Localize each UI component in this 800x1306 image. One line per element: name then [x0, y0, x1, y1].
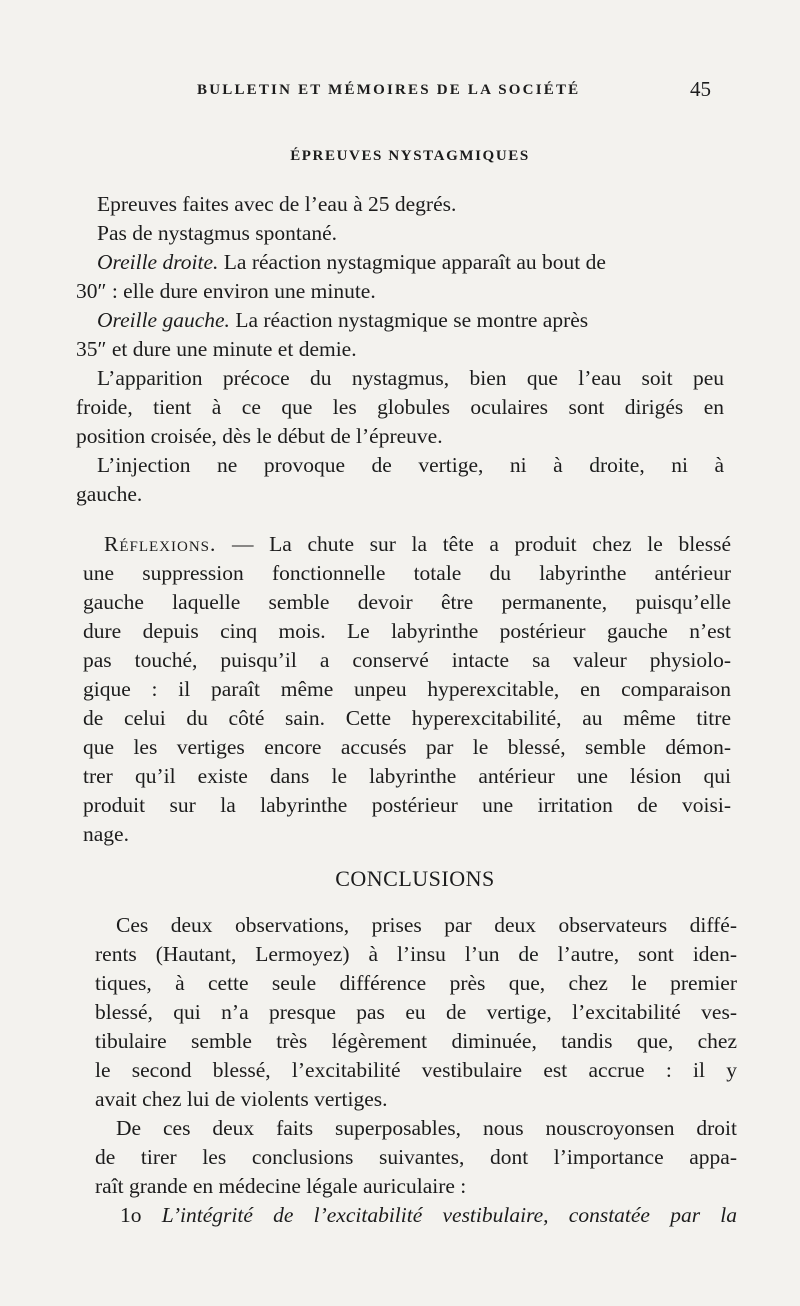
- text-line: dure depuis cinq mois. Le labyrinthe postérieur gauche n’est: [83, 619, 731, 643]
- text-line: blessé, qui n’a presque pas eu de vertige, l’excitabilité ves-: [95, 1000, 737, 1024]
- text-line: froide, tient à ce que les globules oculaires sont dirigés en: [76, 395, 724, 419]
- text-line: Epreuves faites avec de l’eau à 25 degrés.: [97, 192, 457, 216]
- section-heading: ÉPREUVES NYSTAGMIQUES: [290, 148, 530, 164]
- conclusions-heading: CONCLUSIONS: [335, 866, 495, 891]
- text-line: produit sur la labyrinthe postérieur une irritation de voisi-: [83, 793, 731, 817]
- text-line: De ces deux faits superposables, nous nouscroyonsen droit: [116, 1116, 737, 1140]
- page-header: [0, 77, 800, 106]
- text-line: [97, 248, 606, 276]
- text-line: trer qu’il existe dans le labyrinthe antérieur une lésion qui: [83, 764, 731, 788]
- text-line: position croisée, dès le début de l’épreuve.: [76, 424, 443, 448]
- text-line: pas touché, puisqu’il a conservé intacte sa valeur physiolo-: [83, 648, 731, 672]
- text-line: [97, 306, 588, 334]
- reflexions-label: Réflexions.: [104, 532, 217, 556]
- text-line: 30″ : elle dure environ une minute.: [76, 279, 376, 303]
- text-line: de celui du côté sain. Cette hyperexcitabilité, au même titre: [83, 706, 731, 730]
- text-line: nage.: [83, 822, 129, 846]
- text-fragment: La réaction nystagmique se montre après: [229, 308, 589, 332]
- text-line: le second blessé, l’excitabilité vestibulaire est accrue : il y: [95, 1058, 737, 1082]
- text-line: gique : il paraît même unpeu hyperexcitable, en comparaison: [83, 677, 731, 701]
- text-fragment: — La chute sur la tête a produit chez le blessé: [216, 532, 731, 556]
- text-line: une suppression fonctionnelle totale du labyrinthe antérieur: [83, 561, 731, 585]
- ear-label-left: Oreille gauche.: [97, 308, 230, 332]
- text-line: raît grande en médecine légale auriculaire :: [95, 1174, 467, 1198]
- text-line: gauche laquelle semble devoir être permanente, puisqu’elle: [83, 590, 731, 614]
- text-line: que les vertiges encore accusés par le blessé, semble démon-: [83, 735, 731, 759]
- text-line: avait chez lui de violents vertiges.: [95, 1087, 388, 1111]
- text-line: gauche.: [76, 482, 143, 506]
- text-line: de tirer les conclusions suivantes, dont l’importance appa-: [95, 1145, 737, 1169]
- text-line: L’apparition précoce du nystagmus, bien que l’eau soit peu: [97, 366, 724, 390]
- text-line: [120, 1201, 737, 1229]
- text-line: tibulaire semble très légèrement diminuée, tandis que, chez: [95, 1029, 737, 1053]
- item-number: 1o: [120, 1203, 142, 1227]
- page-number: 45: [690, 77, 711, 101]
- text-line: [104, 530, 731, 558]
- ear-label-right: Oreille droite.: [97, 250, 219, 274]
- text-line: rents (Hautant, Lermoyez) à l’insu l’un de l’autre, sont iden-: [95, 942, 737, 966]
- running-title: BULLETIN ET MÉMOIRES DE LA SOCIÉTÉ: [197, 82, 581, 98]
- text-line: Ces deux observations, prises par deux observateurs diffé-: [116, 913, 737, 937]
- text-line: 35″ et dure une minute et demie.: [76, 337, 357, 361]
- text-line: Pas de nystagmus spontané.: [97, 221, 338, 245]
- text-fragment: La réaction nystagmique apparaît au bout de: [218, 250, 606, 274]
- item-text: L’intégrité de l’excitabilité vestibulaire, constatée par la: [161, 1203, 737, 1227]
- text-line: tiques, à cette seule différence près que, chez le premier: [95, 971, 737, 995]
- text-line: L’injection ne provoque de vertige, ni à droite, ni à: [97, 453, 724, 477]
